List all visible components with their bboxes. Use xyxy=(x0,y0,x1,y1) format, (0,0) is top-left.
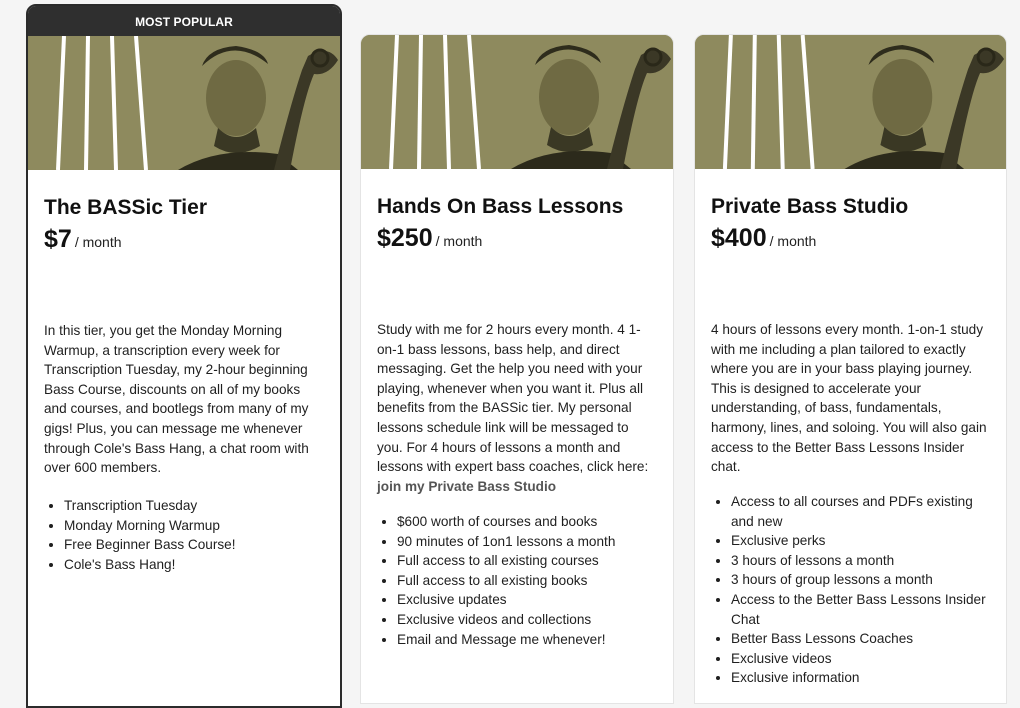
tier-price-row xyxy=(711,224,994,253)
tier-title: Private Bass Studio xyxy=(711,195,909,218)
tier-price: $250 xyxy=(377,224,433,252)
benefit-item: • Exclusive videos xyxy=(731,649,990,669)
benefit-item: • Better Bass Lessons Coaches xyxy=(731,629,990,649)
tier-benefits-list xyxy=(377,512,657,649)
benefit-item: • Exclusive information xyxy=(731,668,990,688)
benefit-item: • 3 hours of group lessons a month xyxy=(731,570,990,590)
benefit-item: • Exclusive perks xyxy=(731,531,990,551)
benefit-item: • Cole's Bass Hang! xyxy=(64,555,324,575)
tier-period: / month xyxy=(769,233,817,249)
benefit-item: • Full access to all existing courses xyxy=(397,551,657,571)
tier-period: / month xyxy=(74,234,122,250)
tier-price: $400 xyxy=(711,224,767,252)
benefit-item: • Access to the Better Bass Lessons Insider Chat xyxy=(731,590,990,629)
benefit-item: • Full access to all existing books xyxy=(397,571,657,591)
tier-hero-image xyxy=(695,35,1006,169)
tier-price: $7 xyxy=(44,225,72,253)
tier-hero-image xyxy=(361,35,673,169)
private-studio-link[interactable]: join my Private Bass Studio xyxy=(377,478,557,494)
tier-card-hands-on[interactable] xyxy=(360,34,674,704)
benefit-item: • Email and Message me whenever! xyxy=(397,630,657,650)
benefit-item: • Monday Morning Warmup xyxy=(64,516,324,536)
benefit-item: • Free Beginner Bass Course! xyxy=(64,535,324,555)
tier-title: Hands On Bass Lessons xyxy=(377,195,624,218)
benefit-item: • 3 hours of lessons a month xyxy=(731,551,990,571)
tier-period: / month xyxy=(435,233,483,249)
tier-card-bassic[interactable] xyxy=(26,4,342,708)
benefit-item: • Transcription Tuesday xyxy=(64,496,324,516)
tier-price-row xyxy=(377,224,661,253)
benefit-item: • 90 minutes of 1on1 lessons a month xyxy=(397,532,657,552)
tier-title: The BASSic Tier xyxy=(44,196,207,219)
tier-card-private-studio[interactable] xyxy=(694,34,1007,704)
benefit-item: • Exclusive updates xyxy=(397,590,657,610)
tier-description-text: Study with me for 2 hours every month. 4 1-on-1 bass lessons, bass help, and direct messaging. Get the help you need with your playing, whenever when you want it. Plus all benefits from the BASSic tier. My personal lessons schedule link will be messaged to you. For 4 hours of lessons a month and lessons with expert bass coaches, click here: xyxy=(377,322,649,475)
tier-benefits-list xyxy=(44,496,324,574)
tier-hero-image xyxy=(28,36,340,170)
most-popular-badge: MOST POPULAR xyxy=(28,6,340,38)
tier-description: In this tier, you get the Monday Morning Warmup, a transcription every week for Transcription Tuesday, my 2-hour beginning Bass Course, discounts on all of my books and courses, and bootlegs from many of my gigs! Plus, you can message me whenever through Cole's Bass Hang, a chat room with over 600 members. xyxy=(44,323,309,476)
tier-description xyxy=(377,320,657,496)
benefit-item: • Exclusive videos and collections xyxy=(397,610,657,630)
tier-description: 4 hours of lessons every month. 1-on-1 study with me including a plan tailored to exactly where you are in your bass playing journey. This is designed to accelerate your understanding, of bass, fundamentals, harmony, lines, and soloing. You will also gain access to the Better Bass Lessons Insider chat. xyxy=(711,322,987,475)
tier-benefits-list xyxy=(711,492,990,688)
tier-price-row xyxy=(44,225,328,254)
benefit-item: • $600 worth of courses and books xyxy=(397,512,657,532)
benefit-item: • Access to all courses and PDFs existing and new xyxy=(731,492,990,531)
